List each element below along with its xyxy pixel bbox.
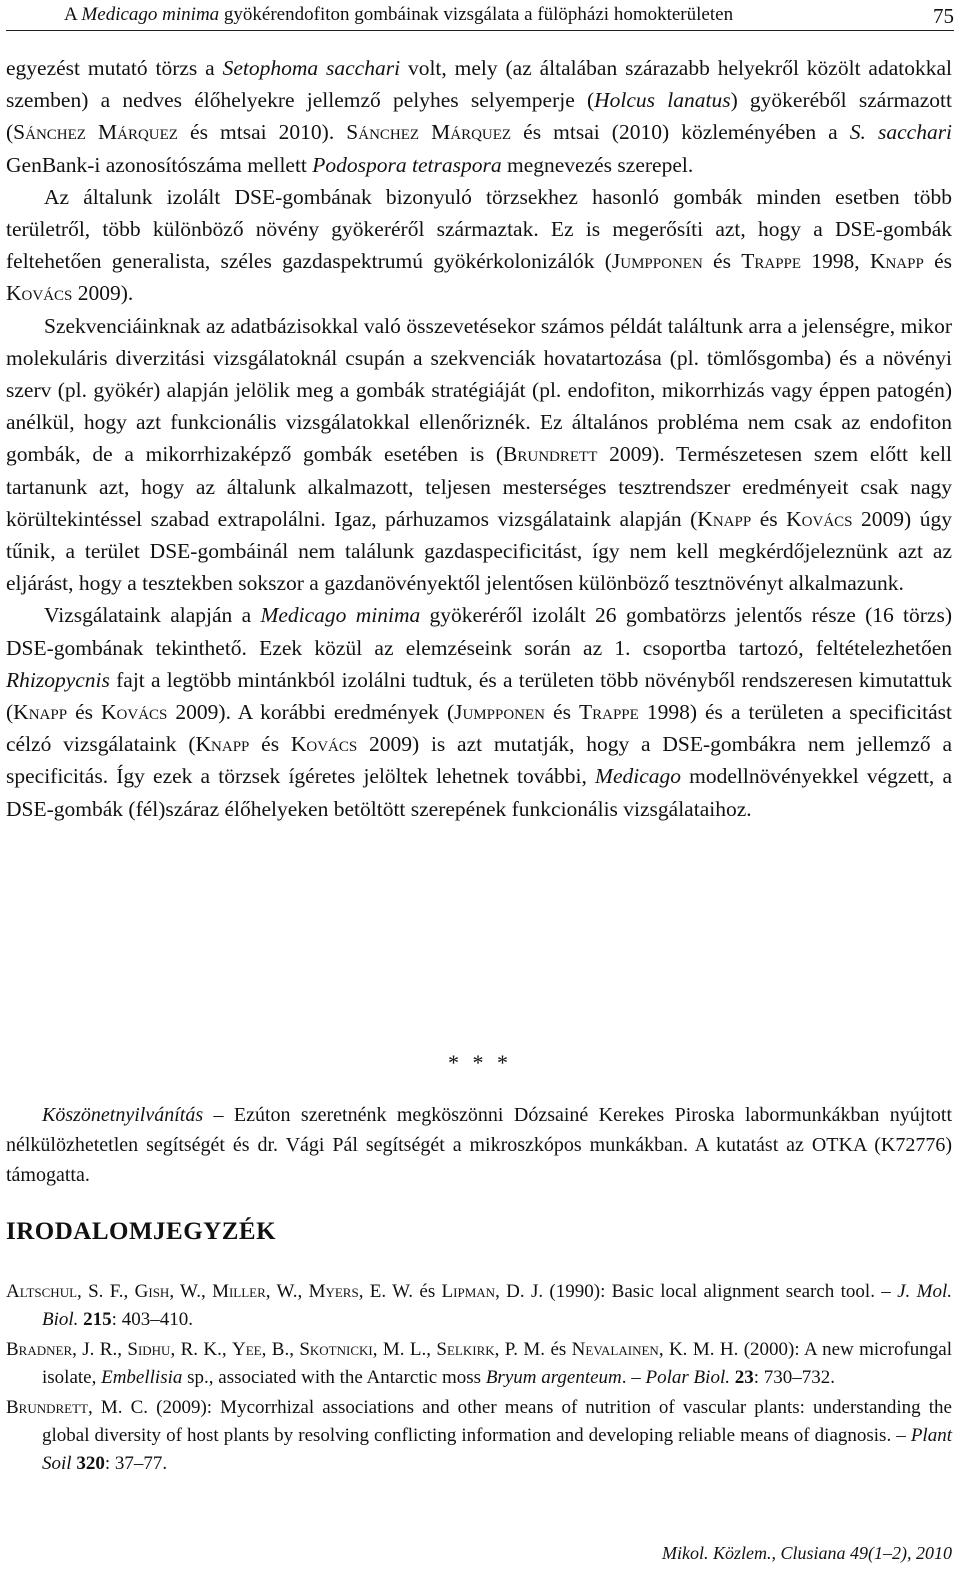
text-run: fajt a legtöbb mintánkból izolálni tudtuk, és a területen több növényből rendszeresen kimutattuk ( xyxy=(6,667,952,725)
species-name: Holcus lanatus xyxy=(594,88,731,113)
text-run: modellnövényekkel végzett, a DSE-gombák (fél)száraz élőhelyeken betöltött szerepének funkcionális vizsgálataihoz. xyxy=(6,764,952,821)
running-title-text: gyökérendofiton gombáinak vizsgálata a fülöpházi homokterületen xyxy=(219,4,734,25)
main-text xyxy=(6,52,952,825)
text-run: ) gyökeréből származott ( xyxy=(6,88,952,145)
author-name: Sánchez Márquez xyxy=(13,120,178,145)
volume-number: 23 xyxy=(734,1367,754,1388)
author-name: Gish xyxy=(134,1281,170,1302)
acknowledgement xyxy=(6,1100,952,1190)
reference-item xyxy=(6,1336,952,1392)
species-name: Setophoma sacchari xyxy=(222,56,401,80)
running-title-text: A xyxy=(64,4,82,25)
text-run: 2009). Természetesen szem előtt kell tartanunk azt, hogy az általunk alkalmazott, teljesen mesterséges tesztrendszer eredményeit csak nagy körültekintéssel szabad extrapolálni. Igaz, párhuzamos vizsgálataink alapján ( xyxy=(6,442,952,531)
text-run: és mtsai (2010) közleményében a xyxy=(511,120,850,145)
author-name: Knapp xyxy=(195,732,250,757)
text-run: , S. F., xyxy=(77,1281,135,1302)
author-name: Kovács xyxy=(786,506,853,531)
text-run: , M. L., xyxy=(372,1339,437,1360)
author-name: Selkirk xyxy=(436,1339,495,1360)
paragraph-3 xyxy=(6,310,952,600)
author-name: Kovács xyxy=(101,700,168,725)
acknowledgement-text: – Ezúton szeretnénk megköszönni Dózsainé Kerekes Piroska labormunkákban nyújtott nélkülözhetetlen segítségét és dr. Vági Pál segítségét a mikroszkópos munkákban. A kutatást az OTKA (K72776) támogatta. xyxy=(6,1104,952,1186)
author-name: Nevalainen xyxy=(571,1339,659,1360)
author-name: Altschul xyxy=(6,1281,78,1302)
text-run: és xyxy=(545,700,579,725)
journal-name: J. Mol. Biol. xyxy=(42,1281,952,1330)
author-name: Myers xyxy=(308,1281,359,1302)
author-name: Bradner xyxy=(6,1339,73,1360)
acknowledgement-label: Köszönetnyilvánítás xyxy=(42,1104,204,1126)
author-name: Brundrett xyxy=(503,442,598,467)
text-run: és xyxy=(249,732,291,757)
text-run: egyezést mutató törzs a xyxy=(6,56,223,80)
author-name: Yee xyxy=(232,1339,262,1360)
reference-list xyxy=(6,1278,952,1480)
text-run: , K. M. H. (2000): A new microfungal isolate, xyxy=(42,1339,952,1388)
text-run: gyökeréről izolált 26 gombatörzs jelentős része (16 törzs) DSE-gombának tekinthető. Ezek közül az elemzéseink során az 1. csoportba tartozó, feltételezhetően xyxy=(6,603,952,660)
text-run: , D. J. (1990): Basic local alignment search tool. – xyxy=(495,1281,898,1302)
text-run: megnevezés szerepel. xyxy=(501,152,694,177)
running-title xyxy=(64,4,733,26)
reference-item xyxy=(6,1278,952,1334)
author-name: Lipman xyxy=(441,1281,496,1302)
reference-item xyxy=(6,1394,952,1478)
volume-number: 320 xyxy=(76,1453,105,1474)
author-name: Sánchez Márquez xyxy=(346,120,512,145)
author-name: Jumpponen xyxy=(454,700,545,725)
running-header xyxy=(6,4,954,31)
species-name: Bryum argenteum xyxy=(485,1367,622,1388)
author-name: Brundrett xyxy=(6,1397,89,1418)
author-name: Sidhu xyxy=(127,1339,171,1360)
text-run: és xyxy=(923,249,952,274)
text-run: és xyxy=(67,700,102,725)
author-name: Knapp xyxy=(697,506,752,531)
text-run: és mtsai 2010). xyxy=(177,120,347,145)
text-run: GenBank-i azonosítószáma mellett xyxy=(6,152,313,177)
author-name: Kovács xyxy=(290,732,358,757)
author-name: Miller xyxy=(212,1281,266,1302)
text-run: : 403–410. xyxy=(111,1309,193,1330)
author-name: Skotnicki xyxy=(299,1339,373,1360)
paragraph-1 xyxy=(6,52,952,181)
text-run: és xyxy=(751,506,787,531)
text-run: , B., xyxy=(261,1339,300,1360)
species-name: Medicago minima xyxy=(260,603,421,628)
text-run: sp., associated with the Antarctic moss xyxy=(182,1367,486,1388)
text-run: 1998, xyxy=(801,249,870,274)
text-run: , R. K., xyxy=(170,1339,233,1360)
volume-number: 215 xyxy=(83,1309,112,1330)
text-run: Vizsgálataink alapján a xyxy=(44,603,261,628)
page-number: 75 xyxy=(933,4,954,28)
species-name: Podospora tetraspora xyxy=(312,152,502,177)
journal-name: Plant Soil xyxy=(42,1425,952,1474)
paragraph-2 xyxy=(6,181,952,310)
journal-footer: Mikol. Közlem., Clusiana 49(1–2), 2010 xyxy=(662,1543,952,1563)
text-run: , W., xyxy=(169,1281,213,1302)
author-name: Kovács xyxy=(6,281,73,306)
text-run: Az általunk izolált DSE-gombának bizonyuló törzsekhez hasonló gombák minden esetben több területről, több különböző növény gyökeréről származtak. Ez is megerősíti azt, hogy a DSE-gombák feltehetően generalista, széles gazdaspektrumú gyökérkolonizálók ( xyxy=(6,184,952,274)
text-run: volt, mely (az általában szárazabb helyekről közölt adatokkal szemben) a nedves élőhelyekre jellemző pelyhes selyemperje ( xyxy=(6,56,952,113)
text-run: , M. C. (2009): Mycorrhizal associations and other means of nutrition of vascular plants: understanding the global diversity of host plants by resolving conflicting information and developing reliable means of diagnosis. – xyxy=(42,1397,952,1446)
text-run: Szekvenciáinknak az adatbázisokkal való összevetésekor számos példát találtunk arra a jelenségre, mikor molekuláris diverzitási vizsgálatoknál csupán a szekvenciák hovatartozása (pl. tömlősgomba) és a növényi szerv (pl. gyökér) alapján jelölik meg a gombák stratégiáját (pl. endofiton, mikorrhizás vagy éppen patogén) anélkül, hogy azt funkcionális vizsgálatokkal ellenőriznék. Ez általános probléma nem csak az endofiton gombák, de a mikorrhizaképző gombák esetében is ( xyxy=(6,313,952,467)
text-run: és xyxy=(702,249,742,274)
species-name: Rhizopycnis xyxy=(6,667,110,692)
author-name: Jumpponen xyxy=(611,249,703,274)
author-name: Knapp xyxy=(13,700,68,725)
text-run: 2009). A korábbi eredmények ( xyxy=(167,700,455,725)
text-run: , P. M. és xyxy=(494,1339,572,1360)
paragraph-4 xyxy=(6,599,952,824)
author-name: Trappe xyxy=(578,700,639,725)
text-run: 1998) és a területen a specificitást célzó vizsgálataink ( xyxy=(6,700,952,757)
journal-name: Polar Biol. xyxy=(645,1367,730,1388)
species-name: S. sacchari xyxy=(849,120,953,145)
text-run: , W., xyxy=(265,1281,309,1302)
references-heading: IRODALOMJEGYZÉK xyxy=(6,1218,277,1245)
text-run: 2009) úgy tűnik, a terület DSE-gombáinál nem találunk gazdaspecificitást, így nem kell megkérdőjeleznünk azt az eljárást, hogy a tesztekben sokszor a gazdanövényektől jelentősen különböző tesztnövényt alkalmazunk. xyxy=(6,506,952,596)
text-run: , J. R., xyxy=(72,1339,128,1360)
author-name: Knapp xyxy=(869,249,924,274)
species-name: Embellisia xyxy=(101,1367,183,1388)
text-run: : 730–732. xyxy=(753,1367,836,1388)
text-run: , E. W. és xyxy=(358,1281,442,1302)
text-run: : 37–77. xyxy=(104,1453,168,1474)
species-name: Medicago xyxy=(595,764,682,789)
text-run: . – xyxy=(621,1367,646,1388)
section-separator: * * * xyxy=(448,1050,512,1075)
running-title-species: Medicago minima xyxy=(81,4,220,25)
text-run: 2009). xyxy=(72,281,134,306)
text-run: 2009) is azt mutatják, hogy a DSE-gombákra nem jellemző a specificitás. Így ezek a törzsek ígéretes jelöltek lehetnek további, xyxy=(6,732,952,789)
author-name: Trappe xyxy=(741,249,802,274)
